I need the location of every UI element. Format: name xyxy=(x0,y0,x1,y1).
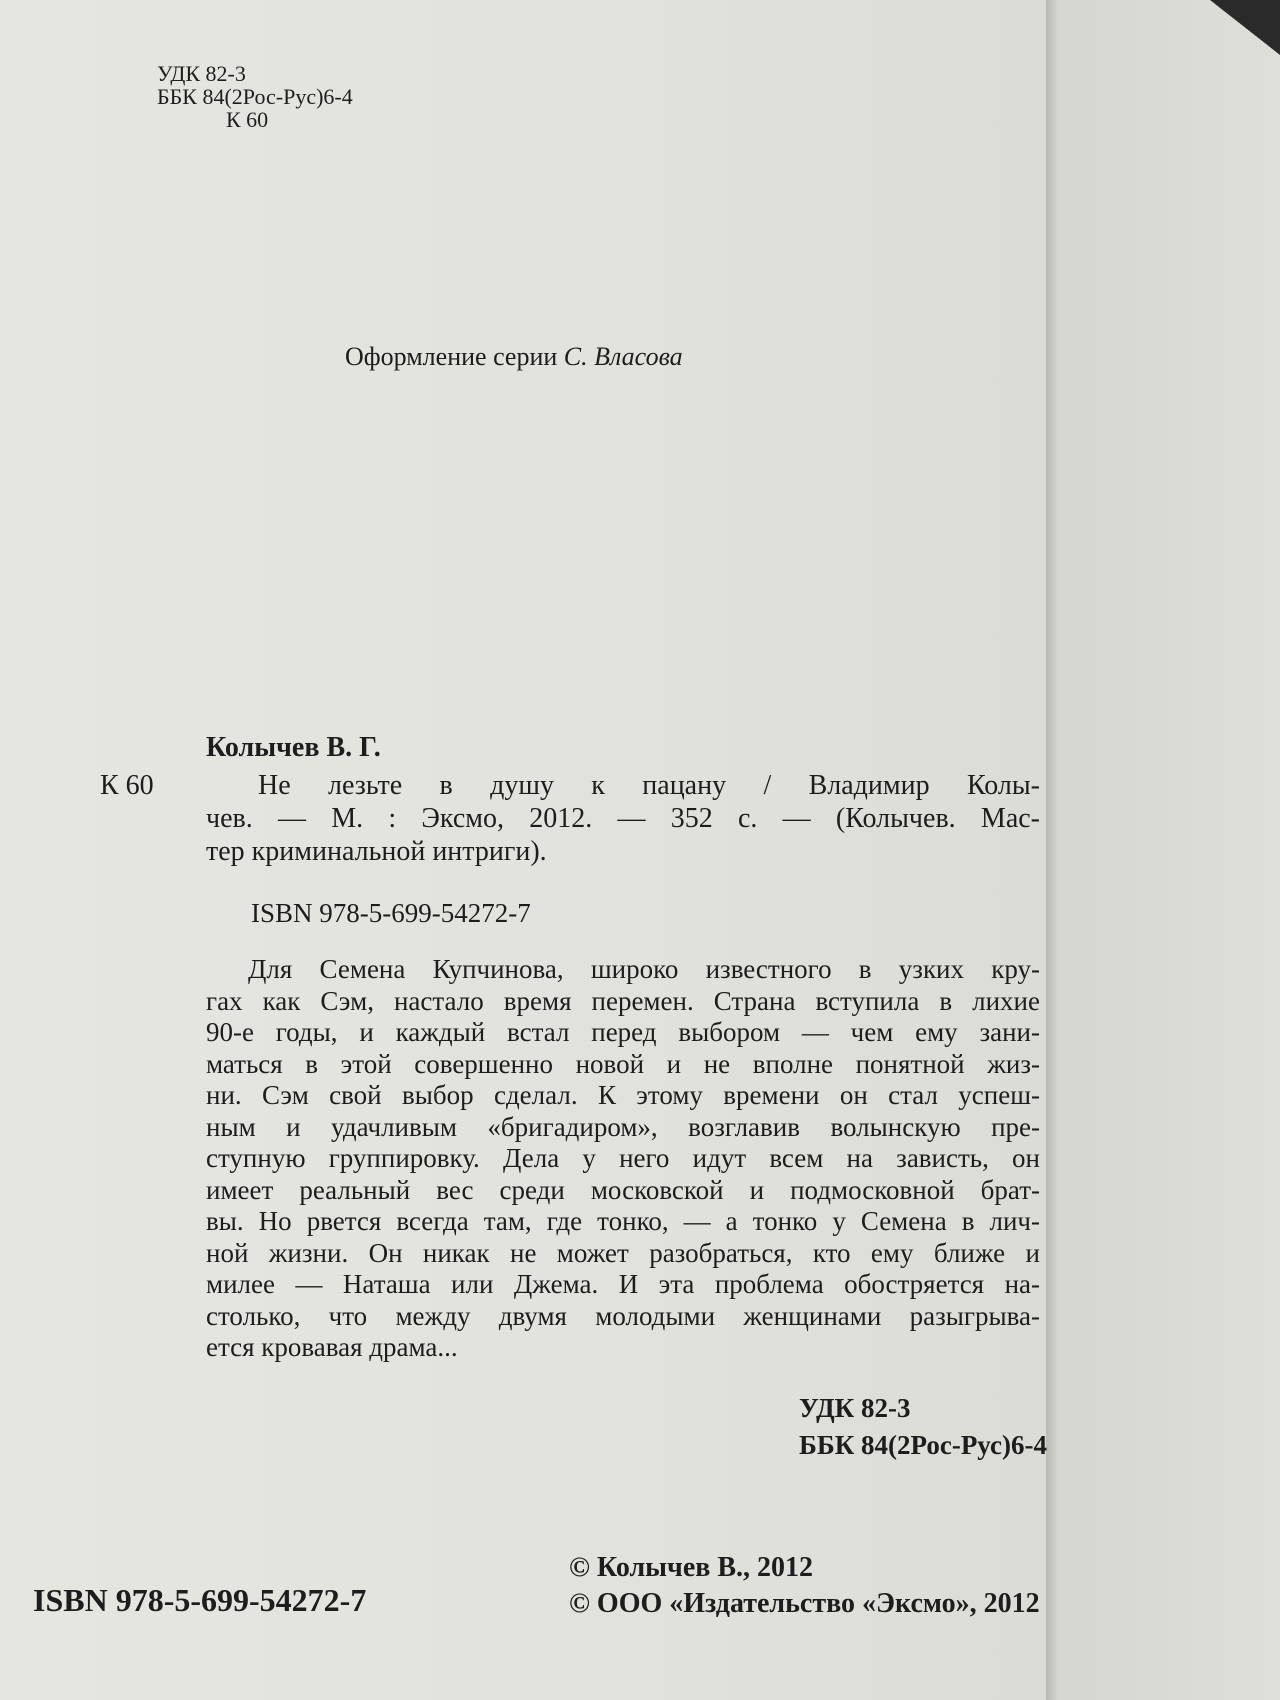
udk-header: УДК 82-3 xyxy=(157,61,246,86)
author-code-header: К 60 xyxy=(226,107,269,132)
annotation-line: гах как Сэм, настало время перемен. Страна вступила в лихие xyxy=(206,985,1040,1016)
annotation-line: вы. Но рвется всегда там, где тонко, — а тонко у Семена в лич- xyxy=(206,1206,1040,1236)
series-designer: С. Власова xyxy=(563,342,683,371)
entry-code: К 60 xyxy=(100,770,154,801)
copyright-author: © Колычев В., 2012 xyxy=(569,1552,814,1583)
annotation-line: 90-е годы, и каждый встал перед выбором — чем ему зани- xyxy=(206,1017,1040,1047)
annotation xyxy=(206,954,1040,1364)
entry-author: Колычев В. Г. xyxy=(206,732,381,763)
entry-isbn: ISBN 978-5-699-54272-7 xyxy=(251,898,531,928)
annotation-line: маться в этой совершенно новой и не вполне понятной жиз- xyxy=(206,1048,1040,1079)
isbn-bottom: ISBN 978-5-699-54272-7 xyxy=(33,1582,367,1618)
bbk-header: ББК 84(2Рос-Рус)6-4 xyxy=(157,84,353,109)
annotation-line: имеет реальный вес среди московской и подмосковной брат- xyxy=(206,1174,1040,1205)
entry-line: чев. — М. : Эксмо, 2012. — 352 с. — (Колычев. Мас- xyxy=(206,803,1040,834)
entry-line: тер криминальной интриги). xyxy=(206,836,547,867)
annotation-line: ным и удачливым «бригадиром», возглавив волынскую пре- xyxy=(206,1111,1040,1142)
copyright-publisher: © ООО «Издательство «Эксмо», 2012 xyxy=(569,1588,1040,1619)
bbk-footer: ББК 84(2Рос-Рус)6-4 xyxy=(799,1430,1047,1460)
annotation-line: ется кровавая драма... xyxy=(206,1332,458,1362)
series-design-credit xyxy=(345,342,683,372)
annotation-line: ступную группировку. Дела у него идут всем на зависть, он xyxy=(206,1143,1040,1173)
annotation-line: столько, что между двумя молодыми женщинами разыгрыва- xyxy=(206,1300,1040,1331)
entry-line: Не лезьте в душу к пацану / Владимир Колы- xyxy=(258,770,1040,801)
adjacent-page xyxy=(1046,0,1280,1700)
annotation-line: ной жизни. Он никак не может разобраться, кто ему ближе и xyxy=(206,1237,1040,1268)
udk-footer: УДК 82-3 xyxy=(799,1393,911,1423)
series-design-label: Оформление серии xyxy=(345,342,558,371)
annotation-line: милее — Наташа или Джема. И эта проблема обостряется на- xyxy=(206,1269,1040,1299)
annotation-line: Для Семена Купчинова, широко известного в узких кру- xyxy=(248,954,1040,984)
annotation-line: ни. Сэм свой выбор сделал. К этому времени он стал успеш- xyxy=(206,1080,1040,1110)
